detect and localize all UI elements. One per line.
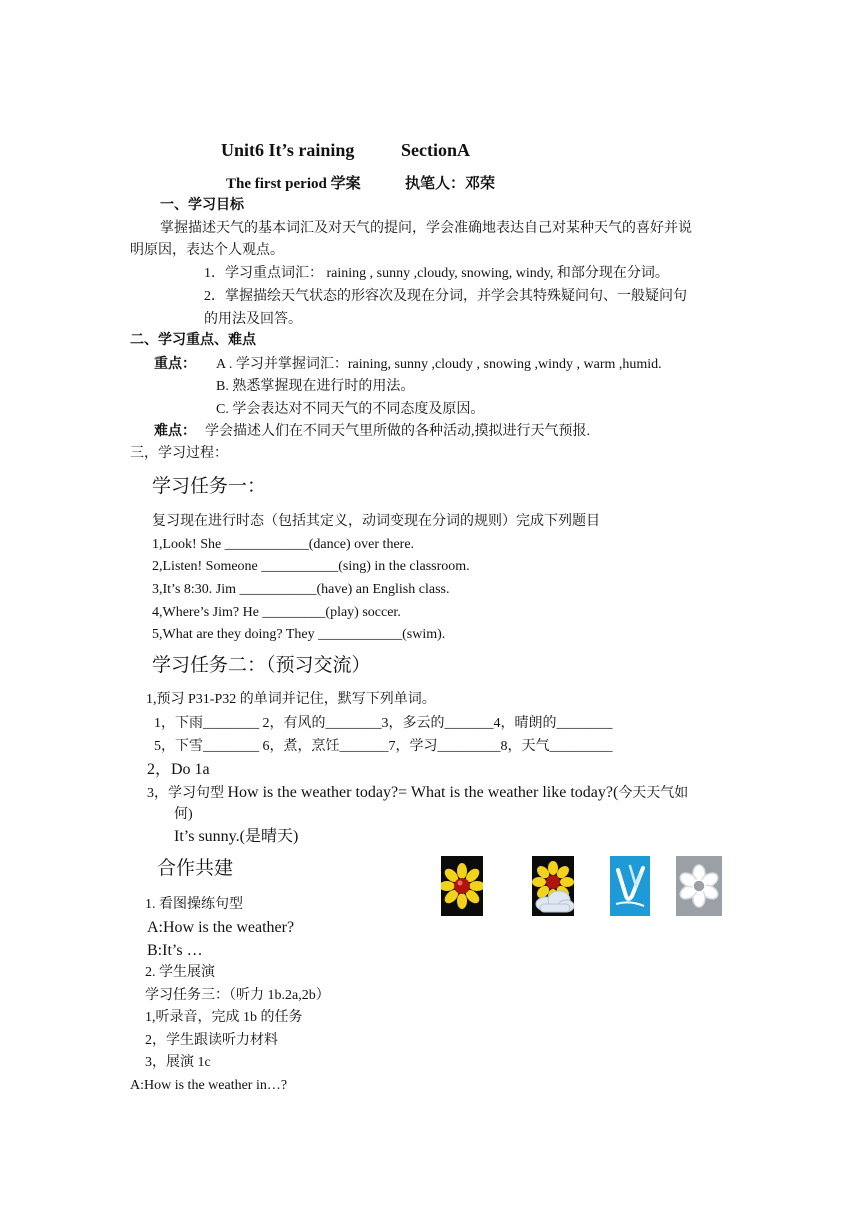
objectives-item: 的用法及回答。	[204, 312, 302, 327]
key-label: 重点：	[154, 357, 196, 372]
vocab-row: 5，下雪________ 6，煮，烹饪_______7，学习_________8，天气_________	[154, 739, 613, 754]
sun-cloud-icon	[532, 856, 574, 916]
doc-title-section: SectionA	[401, 140, 470, 160]
objectives-line: 掌握描述天气的基本词汇及对天气的提问，学会准确地表达自己对某种天气的喜好并说	[160, 221, 692, 236]
exercise-item: 2,Listen! Someone ___________(sing) in the classroom.	[152, 559, 470, 574]
task3-heading: 学习任务三：（听力 1b.2a,2b）	[145, 988, 330, 1003]
key-item: A . 学习并掌握词汇：raining, sunny ,cloudy , snowing ,windy , warm ,humid.	[216, 357, 662, 372]
task2-heading: 学习任务二：（预习交流）	[152, 655, 371, 676]
task1-heading: 学习任务一：	[152, 476, 267, 497]
pattern-line	[147, 783, 688, 804]
pattern-line-cont: 何)	[174, 807, 193, 822]
difficult-label: 难点：	[154, 424, 196, 439]
final-line: A:How is the weather in…?	[130, 1078, 288, 1093]
pattern-prefix: 3，学习句型	[147, 786, 228, 801]
exercise-item: 1,Look! She ____________(dance) over there.	[152, 537, 415, 552]
exercise-item: 3,It’s 8:30. Jim ___________(have) an English class.	[152, 582, 450, 597]
doc-title: Unit6 It’s raining	[221, 140, 355, 160]
dialog-line: B:It’s …	[147, 942, 203, 959]
objectives-item: 2．掌握描绘天气状态的形容次及现在分词，并学会其特殊疑问句、一般疑问句	[204, 289, 687, 304]
task1-intro: 复习现在进行时态（包括其定义，动词变现在分词的规则）完成下列题目	[152, 514, 600, 529]
objectives-heading: 一、学习目标	[160, 198, 244, 213]
do-1a: 2，Do 1a	[147, 761, 210, 778]
exercise-item: 5,What are they doing? They ____________(swim).	[152, 627, 446, 642]
pattern-answer: It’s sunny.(是晴天)	[174, 828, 299, 845]
cooperate-step: 1. 看图操练句型	[145, 897, 243, 912]
snowflake-icon	[676, 856, 722, 916]
task3-item: 3，展演 1c	[145, 1055, 211, 1070]
sunny-icon	[441, 856, 483, 916]
vocab-row: 1，下雨________ 2，有风的________3，多云的_______4，晴朗的________	[154, 716, 613, 731]
exercise-item: 4,Where’s Jim? He _________(play) soccer.	[152, 605, 401, 620]
task3-item: 2，学生跟读听力材料	[145, 1033, 278, 1048]
objectives-item: 1．学习重点词汇： raining , sunny ,cloudy, snowing, windy, 和部分现在分词。	[204, 266, 669, 281]
objectives-line: 明原因，表达个人观点。	[130, 243, 284, 258]
difficult-text: 学会描述人们在不同天气里所做的各种活动,摸拟进行天气预报.	[205, 424, 590, 439]
keypoints-heading: 二、学习重点、难点	[130, 333, 256, 348]
task3-item: 1,听录音，完成 1b 的任务	[145, 1010, 303, 1025]
pattern-english: How is the weather today?= What is the weather like today?(	[227, 784, 619, 801]
key-item: C. 学会表达对不同天气的不同态度及原因。	[216, 402, 485, 417]
process-heading: 三，学习过程：	[130, 446, 228, 461]
pattern-chinese: 今天天气如	[618, 786, 689, 801]
dialog-line: A:How is the weather?	[147, 919, 295, 936]
doc-author: 执笔人：邓荣	[405, 176, 496, 192]
windy-icon	[610, 856, 650, 916]
cooperate-step: 2. 学生展演	[145, 965, 215, 980]
doc-subtitle: The first period 学案	[226, 176, 361, 192]
cooperate-heading: 合作共建	[157, 858, 234, 879]
task2-instruction: 1,预习 P31-P32 的单词并记住，默写下列单词。	[146, 692, 436, 707]
key-item: B. 熟悉掌握现在进行时的用法。	[216, 379, 415, 394]
